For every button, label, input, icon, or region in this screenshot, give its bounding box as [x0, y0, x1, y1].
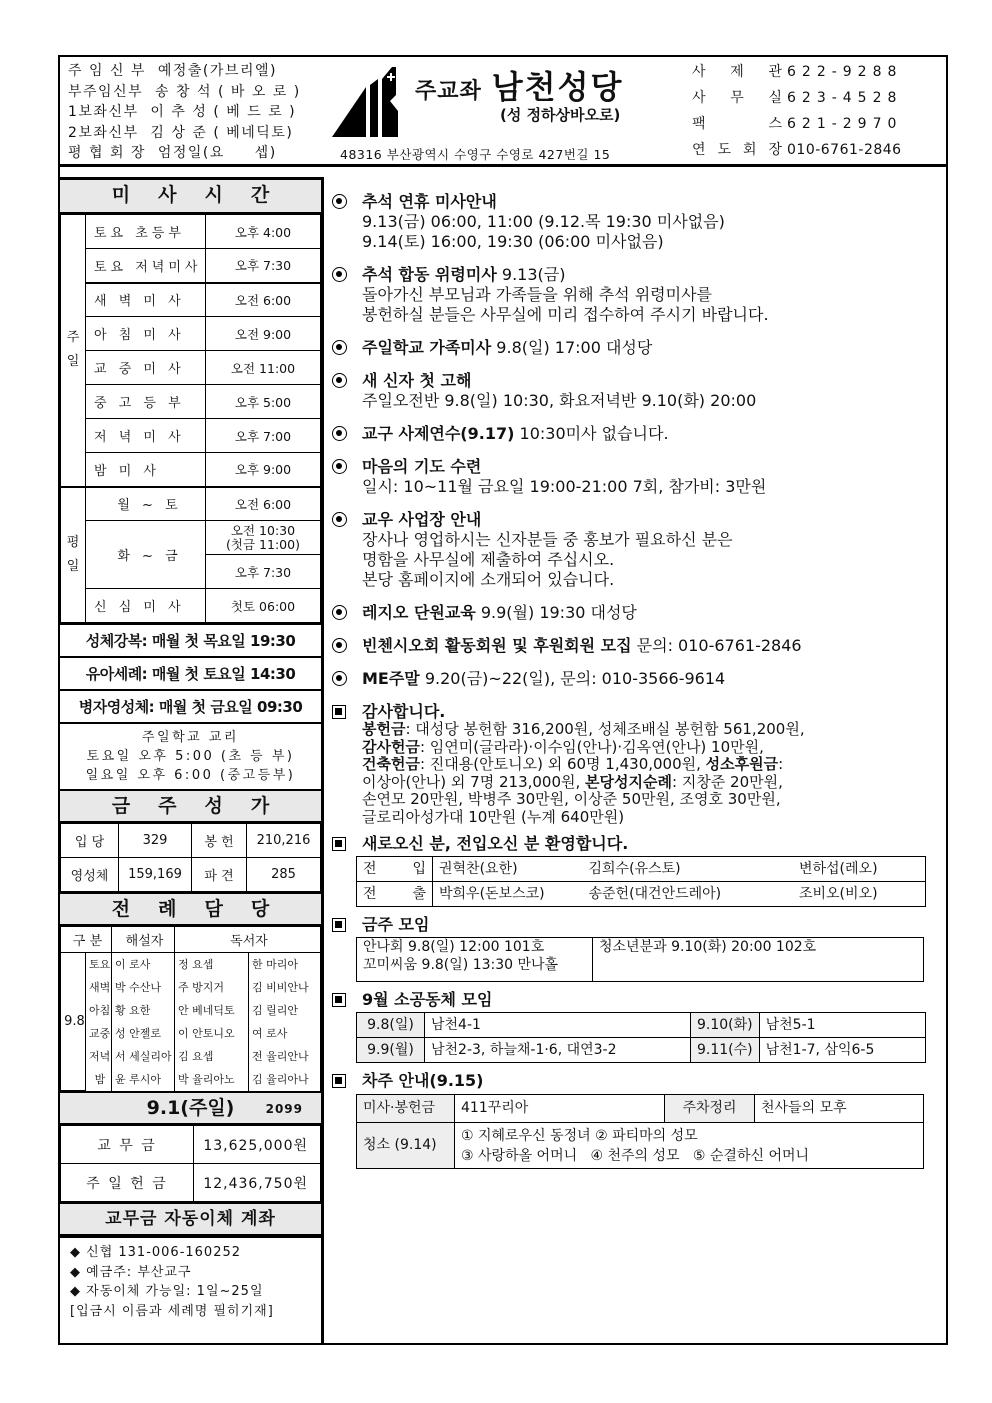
staff-row: 평 협 회 장 엄정일(요 셉): [68, 145, 277, 161]
right-column: [332, 192, 937, 1177]
staff-row: 1보좌신부 이 추 성 ( 베 드 로 ): [68, 104, 297, 120]
announcement: 레지오 단원교육 9.9(월) 19:30 대성당: [332, 603, 937, 623]
announcement: 빈첸시오회 활동회원 및 후원회원 모집 문의: 010-6761-2846: [332, 636, 937, 656]
radio-bullet-icon: [332, 267, 347, 282]
radio-bullet-icon: [332, 512, 347, 527]
next-week-section: 차주 안내(9.15) 미사·봉헌금 411꾸리아 주차정리 천사들의 모후 청소 (9.14) ① 지혜로우신 동정녀 ② 파티마의 성모 ③ 사랑하올 어머니 ④ 천주의 성모 ⑤ 순결하신 어머니: [332, 1071, 937, 1169]
sunday-label: 주일: [61, 215, 86, 487]
square-bullet-icon: [332, 918, 346, 932]
notice-sick-communion: 병자영성체: 매월 첫 금요일 09:30: [60, 689, 321, 722]
catechism-info: 주일학교 교리 토요일 오후 5:00 (초 등 부) 일요일 오후 6:00 (중고등부): [60, 722, 321, 789]
mass-times-heading: 미사시간: [60, 180, 321, 214]
announcement: 마음의 기도 수련 일시: 10~11월 금요일 19:00-21:00 7회, 참가비: 3만원: [332, 457, 937, 497]
church-title: 주교좌 남천성당: [415, 68, 624, 106]
announcement: ME주말 9.20(금)~22(일), 문의: 010-3566-9614: [332, 669, 937, 689]
hymn-table: 입 당 329 봉 헌 210,216 영성체 159,169 파 견 285: [60, 823, 321, 892]
announcement: 교구 사제연수(9.17) 10:30미사 없습니다.: [332, 424, 937, 444]
notice-benediction: 성체강복: 매월 첫 목요일 19:30: [60, 623, 321, 656]
mass-times-table: 주일 토요 초등부 오후 4:00 토요 저녁미사 오후 7:30 새 벽 미 사 오전 6:00 아 침 미 사 오전 9:00 교 중 미 사 오전 11:00 중 고 등 부 오후 5:00 저 녁 미 사 오후 7:00 밤 미 사 오후 9:00 평일 월 ~ 토 오전 6:00 화 ~ 금 오전 10:30 (첫금 11:00) 오후 7:30 신 심 미 사 첫토 06:00: [60, 214, 321, 623]
radio-bullet-icon: [332, 638, 347, 653]
announcement: 교우 사업장 안내 장사나 영업하시는 신자분들 중 홍보가 필요하신 분은 명함을 사무실에 제출하여 주십시오. 본당 홈페이지에 소개되어 있습니다.: [332, 510, 937, 590]
meetings-table: 안나회 9.8(일) 12:00 101호 꼬미씨움 9.8(일) 13:30 만나홀 청소년분과 9.10(화) 20:00 102호: [356, 937, 924, 982]
thanks-section: 감사합니다. 봉헌금: 대성당 봉헌함 316,200원, 성체조배실 봉헌함 561,200원, 감사헌금: 임연미(글라라)·이수임(안나)·김옥연(안나) 10만원, 건축헌금: 진대용(안토니오) 외 60명 1,430,000원, 성소후원금: 이상아(안나) 외 7명 213,000원, 본당성지순례: 지창준 20만원, 손연모 20만원, 박병주 30만원, 이상준 50만원, 조영호 30만원, 글로리아성가대 10만원 (누계 640만원): [332, 702, 937, 826]
announcement: 주일학교 가족미사 9.8(일) 17:00 대성당: [332, 338, 937, 358]
header: [60, 57, 946, 167]
square-bullet-icon: [332, 1074, 346, 1088]
finance-table: 교 무 금 13,625,000원 주 일 헌 금 12,436,750원: [60, 1125, 321, 1202]
next-week-table: 미사·봉헌금 411꾸리아 주차정리 천사들의 모후 청소 (9.14) ① 지혜로우신 동정녀 ② 파티마의 성모 ③ 사랑하올 어머니 ④ 천주의 성모 ⑤ 순결하신 어머니: [356, 1094, 924, 1169]
liturgy-table: 구 분 해설자 독서자 9.8 토요 이 로사 정 요셉 한 마리아 새벽 박 수산나 주 방지거 김 비비안나 아침 황 요한 안 베네딕토 김 릴리안 교중 성 안젤로 이 안토니오 여 로사 저녁 서 세실리아 김 요셉 전 율리안나 밤 윤 루시아 박 율리아노 김 율리아나: [60, 926, 321, 1091]
square-bullet-icon: [332, 837, 346, 851]
left-column: [60, 177, 324, 1343]
radio-bullet-icon: [332, 194, 347, 209]
church-address: 48316 부산광역시 수영구 수영로 427번길 15: [340, 147, 611, 162]
square-bullet-icon: [332, 993, 346, 1007]
hymn-heading: 금주성가: [60, 789, 321, 823]
radio-bullet-icon: [332, 459, 347, 474]
radio-bullet-icon: [332, 605, 347, 620]
radio-bullet-icon: [332, 426, 347, 441]
radio-bullet-icon: [332, 373, 347, 388]
small-communities-table: 9.8(일) 남천4-1 9.10(화) 남천5-1 9.9(월) 남천2-3, 하늘채-1·6, 대연3-2 9.11(수) 남천1-7, 삼익6-5: [356, 1012, 926, 1063]
notice-infant-baptism: 유아세례: 매월 첫 토요일 14:30: [60, 656, 321, 689]
staff-row: 주 임 신 부 예정출(가브리엘): [68, 63, 277, 79]
account-heading: 교무금 자동이체 계좌: [60, 1202, 321, 1236]
finance-heading: 9.1(주일) 2099: [60, 1091, 321, 1125]
church-logo-icon: [332, 65, 412, 141]
contact-row: 사 무 실 623-4528: [692, 90, 903, 106]
announcement: 추석 연휴 미사안내 9.13(금) 06:00, 11:00 (9.12.목 19:30 미사없음) 9.14(토) 16:00, 19:30 (06:00 미사없음): [332, 192, 937, 252]
square-bullet-icon: [332, 705, 346, 719]
staff-row: 부주임신부 송 창 석 ( 바 오 로 ): [68, 83, 301, 100]
contact-row: 연 도 회 장 010-6761-2846: [692, 142, 902, 158]
radio-bullet-icon: [332, 340, 347, 355]
radio-bullet-icon: [332, 671, 347, 686]
small-communities-section: 9월 소공동체 모임 9.8(일) 남천4-1 9.10(화) 남천5-1 9.9(월) 남천2-3, 하늘채-1·6, 대연3-2 9.11(수) 남천1-7, 삼익6-5: [332, 990, 937, 1063]
announcement: 새 신자 첫 고해 주일오전반 9.8(일) 10:30, 화요저녁반 9.10(화) 20:00: [332, 371, 937, 411]
contact-row: 팩 스 621-2970: [692, 116, 903, 132]
account-info: ◆ 신협 131-006-160252 ◆ 예금주: 부산교구 ◆ 자동이체 가능일: 1일~25일 [입금시 이름과 세례명 필히기재]: [60, 1236, 321, 1326]
meetings-section: 금주 모임 안나회 9.8(일) 12:00 101호 꼬미씨움 9.8(일) 13:30 만나홀 청소년분과 9.10(화) 20:00 102호: [332, 915, 937, 982]
welcome-section: 새로오신 분, 전입오신 분 환영합니다. 전 입 권혁찬(요한) 김희수(유스토) 변하섭(레오) 전 출 박희우(돈보스코) 송준헌(대건안드레아) 조비오(비오): [332, 834, 937, 907]
contact-row: 사 제 관 622-9288: [692, 64, 903, 80]
weekday-label: 평일: [61, 487, 86, 623]
staff-row: 2보좌신부 김 상 준 ( 베네딕토): [68, 124, 294, 141]
church-subtitle: (성 정하상바오로): [500, 106, 621, 124]
liturgy-heading: 전례담당: [60, 892, 321, 926]
welcome-table: 전 입 권혁찬(요한) 김희수(유스토) 변하섭(레오) 전 출 박희우(돈보스코) 송준헌(대건안드레아) 조비오(비오): [356, 856, 926, 907]
attendance-count: 2099: [265, 1102, 303, 1116]
announcement: 추석 합동 위령미사 9.13(금) 돌아가신 부모님과 가족들을 위해 추석 위령미사를 봉헌하실 분들은 사무실에 미리 접수하여 주시기 바랍니다.: [332, 265, 937, 325]
bulletin-page: [58, 55, 948, 1345]
staff-list: [68, 61, 301, 164]
contact-list: [692, 59, 902, 163]
